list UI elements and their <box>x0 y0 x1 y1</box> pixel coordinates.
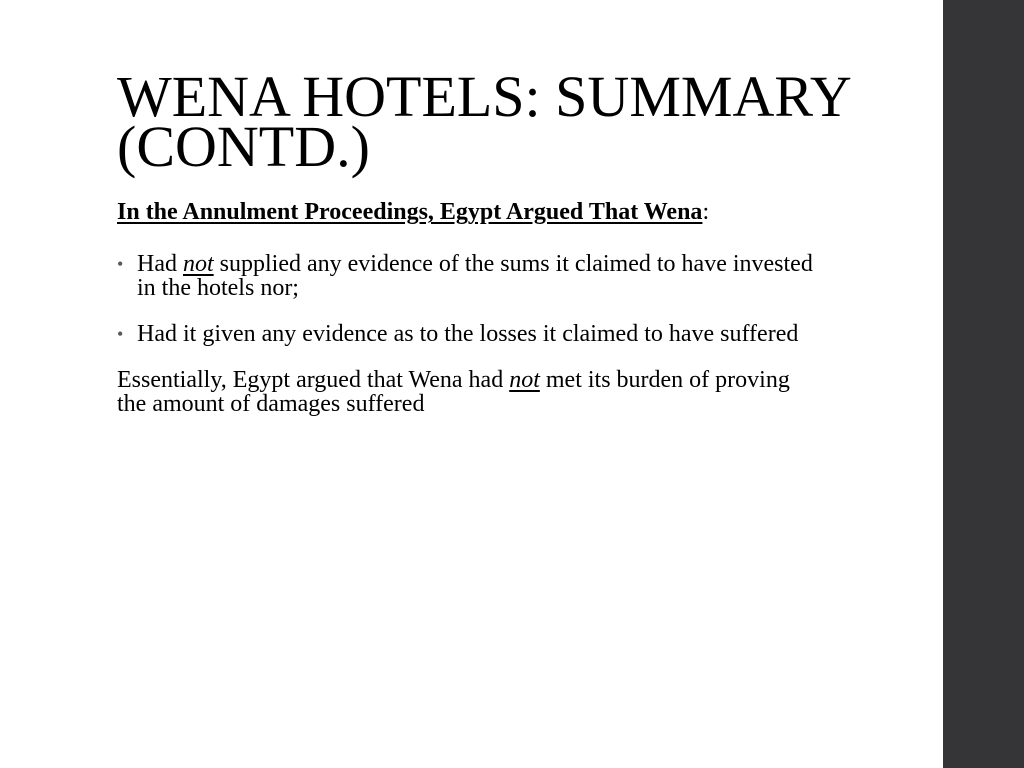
summary-suffix: met its burden of proving the amount of damages suffered <box>117 367 790 417</box>
section-heading-suffix: : <box>702 199 710 225</box>
side-bar <box>943 0 1024 768</box>
bullet-1-prefix: Had <box>137 251 183 277</box>
slide-title-line-1: WENA HOTELS: SUMMARY <box>117 64 852 129</box>
summary-emphasis: not <box>509 367 540 393</box>
bullet-1-emphasis: not <box>182 251 214 277</box>
slide-title <box>117 64 917 179</box>
section-heading-underlined: In the Annulment Proceedings, Egypt Argued That Wena <box>117 199 703 225</box>
section-heading <box>117 200 807 224</box>
bullet-item-2 <box>117 322 817 346</box>
slide-content <box>117 64 917 417</box>
bullet-2-text: Had it given any evidence as to the losses it claimed to have suffered <box>137 321 799 347</box>
bullet-dot-icon: • <box>117 324 124 344</box>
slide-title-line-2: (CONTD.) <box>117 114 370 179</box>
summary-prefix: Essentially, Egypt argued that Wena had <box>117 367 510 393</box>
bullet-item-1 <box>117 252 817 300</box>
summary-paragraph <box>117 368 817 416</box>
bullet-list <box>117 252 817 346</box>
bullet-dot-icon: • <box>117 254 124 274</box>
bullet-1-suffix: supplied any evidence of the sums it claimed to have invested in the hotels nor; <box>137 251 813 301</box>
